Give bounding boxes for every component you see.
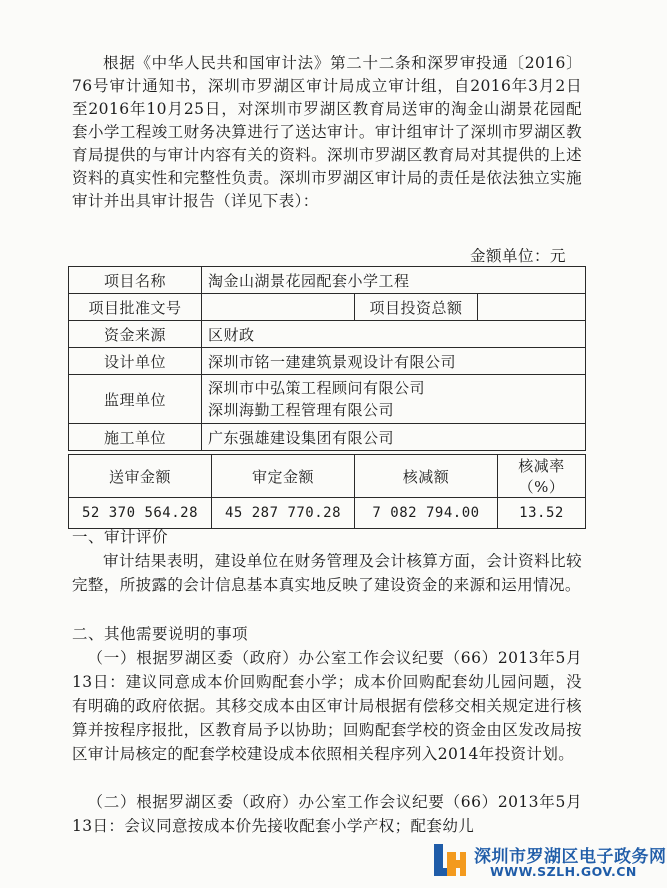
section-1-title: 一、审计评价	[72, 528, 169, 546]
table-row	[69, 348, 586, 375]
reduction-rate-header: 核减率（%）	[498, 455, 586, 498]
logo-url: WWW.SZLH.GOV.CN	[490, 864, 637, 879]
lh-logo-icon	[430, 840, 470, 880]
construction-unit-label: 施工单位	[69, 424, 202, 451]
investment-value	[478, 294, 586, 321]
submitted-amount-value: 52 370 564.28	[69, 498, 212, 529]
section-2-item-1: （一）根据罗湖区委（政府）办公室工作会议纪要（66）2013年5月13日：建议同意成本价回购配套小学；成本价回购配套幼儿园问题，没有明确的政府依据。其移交成本由区审计局根据有偿移交相关规定进行核算并按程序报批，区教育局予以协助；回购配套学校的资金由区发改局按区审计局核定的配套学校建设成本依照相关程序列入2014年投资计划。	[72, 649, 582, 763]
table-row	[69, 498, 586, 529]
table-row	[69, 375, 586, 424]
supervision-unit-1: 深圳市中弘策工程顾问有限公司	[208, 379, 426, 397]
table-row	[69, 321, 586, 348]
section-1-body: 审计结果表明，建设单位在财务管理及会计核算方面，会计资料比较完整，所披露的会计信息基本真实地反映了建设资金的来源和运用情况。	[72, 552, 582, 594]
design-unit-value: 深圳市铭一建建筑景观设计有限公司	[202, 348, 586, 375]
reduction-amount-value: 7 082 794.00	[355, 498, 498, 529]
project-name-label: 项目名称	[69, 267, 202, 294]
reduction-amount-header: 核减额	[355, 455, 498, 498]
table-row	[69, 455, 586, 498]
approved-amount-value: 45 287 770.28	[212, 498, 355, 529]
construction-unit-value: 广东强雄建设集团有限公司	[202, 424, 586, 451]
approval-no-value	[202, 294, 355, 321]
approval-no-label: 项目批准文号	[69, 294, 202, 321]
audit-summary-table	[68, 266, 586, 451]
section-2-item-2: （二）根据罗湖区委（政府）办公室工作会议纪要（66）2013年5月13日：会议同意按成本价先接收配套小学产权；配套幼儿	[72, 793, 582, 835]
approved-amount-header: 审定金额	[212, 455, 355, 498]
reduction-rate-value: 13.52	[498, 498, 586, 529]
table-row	[69, 294, 586, 321]
fund-source-label: 资金来源	[69, 321, 202, 348]
supervision-unit-label: 监理单位	[69, 375, 202, 424]
design-unit-label: 设计单位	[69, 348, 202, 375]
investment-label: 项目投资总额	[355, 294, 478, 321]
project-name-value: 淘金山湖景花园配套小学工程	[202, 267, 586, 294]
table-row	[69, 267, 586, 294]
section-2-title: 二、其他需要说明的事项	[72, 625, 249, 643]
amount-unit-label: 金额单位：元	[470, 247, 567, 265]
site-logo	[430, 838, 667, 884]
supervision-unit-2: 深圳海勤工程管理有限公司	[208, 401, 395, 419]
fund-source-value: 区财政	[202, 321, 586, 348]
audit-amount-table	[68, 454, 586, 529]
intro-paragraph: 根据《中华人民共和国审计法》第二十二条和深罗审投通〔2016〕76号审计通知书，深圳市罗湖区审计局成立审计组，自2016年3月2日至2016年10月25日，对深圳市罗湖区教育局送审的淘金山湖景花园配套小学工程竣工财务决算进行了送达审计。审计组审计了深圳市罗湖区教育局提供的与审计内容有关的资料。深圳市罗湖区教育局对其提供的上述资料的真实性和完整性负责。深圳市罗湖区审计局的责任是依法独立实施审计并出具审计报告（详见下表）：	[72, 54, 582, 210]
submitted-amount-header: 送审金额	[69, 455, 212, 498]
logo-title: 深圳市罗湖区电子政务网	[474, 847, 667, 867]
table-row	[69, 424, 586, 451]
supervision-unit-value	[202, 375, 586, 424]
